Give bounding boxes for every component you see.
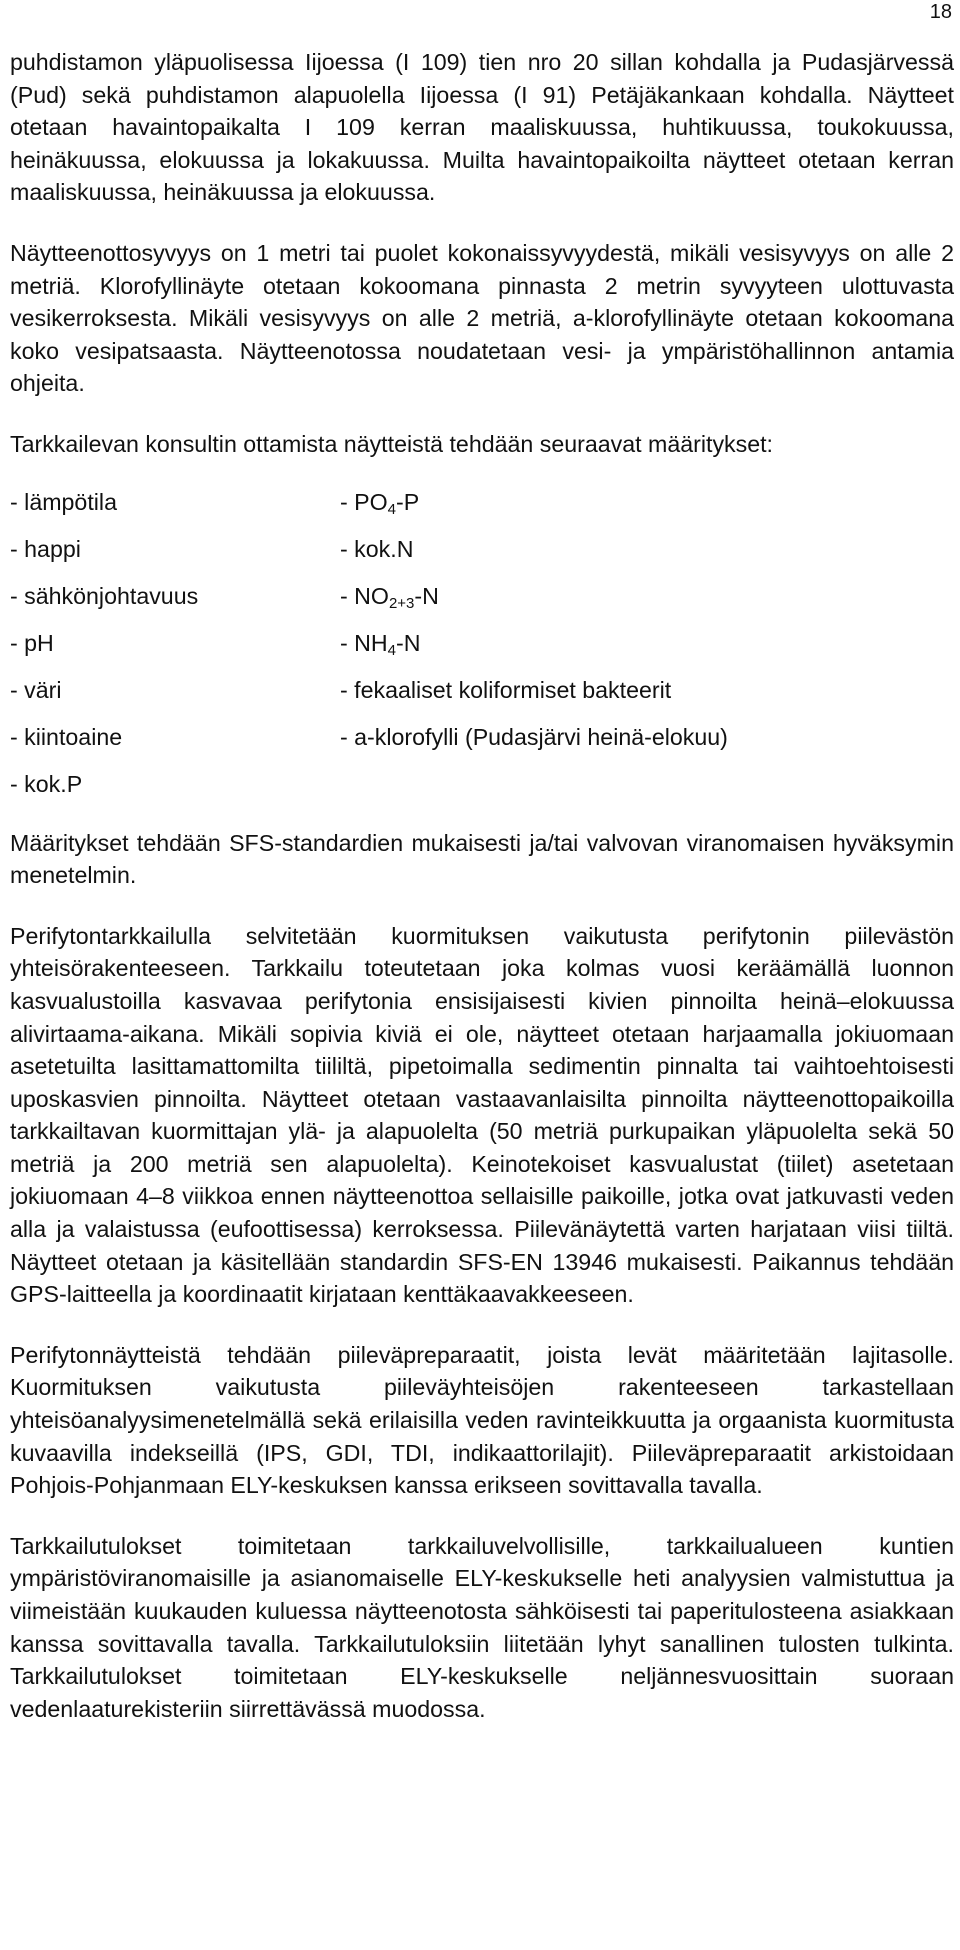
list-item: - kok.P xyxy=(10,770,83,797)
list-item: - sähkönjohtavuus xyxy=(10,582,199,609)
list-item: - $NO_{2+3}-N$ xyxy=(340,582,439,612)
list-item: - happi xyxy=(10,535,81,562)
paragraph-reporting: Tarkkailutulokset toimitetaan tarkkailuvelvollisille, tarkkailualueen kuntien ympäristöviranomaisille ja asianomaiselle ELY-keskukselle heti analyysien valmistuttua ja viimeistään kuukauden kuluessa näytteenotosta sähköisesti tai paperitulosteena asiakkaan kanssa sovittavalla tavalla. Tarkkailutuloksiin liitetään lyhyt sanallinen tulosten tulkinta. Tarkkailutulokset toimitetaan ELY-keskukselle neljännesvuosittain suoraan vedenlaaturekisteriin siirrettävässä muodossa. xyxy=(10,1532,954,1722)
page-number: 18 xyxy=(929,1,952,23)
document-body xyxy=(10,46,954,1753)
paragraph-sampling-depth: Näytteenottosyvyys on 1 metri tai puolet kokonaissyvyydestä, mikäli vesisyvyys on alle 2 metriä. Klorofyllinäyte otetaan kokoomana pinnasta 2 metrin syvyyteen ulottuvasta vesikerroksesta. Mikäli vesisyvyys on alle 2 metriä, a-klorofyllinäyte otetaan kokoomana koko vesipatsaasta. Näytteenotossa noudatetaan vesi- ja ympäristöhallinnon antamia ohjeita. xyxy=(10,239,954,397)
list-item: - a-klorofylli (Pudasjärvi heinä-elokuu) xyxy=(340,723,728,750)
list-item: - kok.N xyxy=(340,535,414,562)
list-item: - lämpötila xyxy=(10,488,117,515)
paragraph-sampling-sites: puhdistamon yläpuolisessa Iijoessa (I 109) tien nro 20 sillan kohdalla ja Pudasjärvessä (Pud) sekä puhdistamon alapuolella Iijoessa (I 91) Petäjäkankaan kohdalla. Näytteet otetaan havaintopaikalta I 109 kerran maaliskuussa, huhtikuussa, toukokuussa, heinäkuussa, elokuussa ja lokakuussa. Muilta havaintopaikoilta näytteet otetaan kerran maaliskuussa, heinäkuussa ja elokuussa. xyxy=(10,49,954,206)
paragraph-standards: Määritykset tehdään SFS-standardien mukaisesti ja/tai valvovan viranomaisen hyväksymin menetelmin. xyxy=(10,829,954,889)
determinations-list xyxy=(10,486,954,801)
list-item: - $PO_4-P$ xyxy=(340,488,420,518)
list-item: - fekaaliset koliformiset bakteerit xyxy=(340,676,672,703)
list-item: - kiintoaine xyxy=(10,723,123,750)
list-item: - $NH_4-N$ xyxy=(340,629,421,659)
paragraph-diatom-analysis: Perifytonnäytteistä tehdään piileväpreparaatit, joista levät määritetään lajitasolle. Kuormituksen vaikutusta piileväyhteisöjen rakenteeseen tarkastellaan yhteisöanalyysimenetelmällä sekä erilaisilla veden ravinteikkuutta ja orgaanista kuormitusta kuvaavilla indekseillä (IPS, GDI, TDI, indikaattorilajit). Piileväpreparaatit arkistoidaan Pohjois-Pohjanmaan ELY-keskuksen kanssa erikseen sovittavalla tavalla. xyxy=(10,1341,954,1499)
paragraph-periphyton: Perifytontarkkailulla selvitetään kuormituksen vaikutusta perifytonin piilevästön yhteisörakenteeseen. Tarkkailu toteutetaan joka kolmas vuosi keräämällä luonnon kasvualustoilla kasvavaa perifytonia ensisijaisesti kivien pinnoilta heinä–elokuussa alivirtaama-aikana. Mikäli sopivia kiviä ei ole, näytteet otetaan harjaamalla jokiuomaan asetetuilta lasittamattomilta tiililtä, pipetoimalla sedimentin pinnalta tai vaihtoehtoisesti uposkasvien pinnoilta. Näytteet otetaan vastaavanlaisilta pinnoilta näytteenottopaikoilla tarkkailtavan kuormittajan ylä- ja alapuolelta (50 metriä purkupaikan yläpuolelta sekä 50 metriä ja 200 metriä sen alapuolelta). Keinotekoiset kasvualustat (tiilet) asetetaan jokiuomaan 4–8 viikkoa ennen näytteenottoa sellaisille paikoille, jotka ovat jatkuvasti veden alla ja valaistussa (eufoottisessa) kerroksessa. Piilevänäytettä varten harjataan viisi tiiltä. Näytteet otetaan ja käsitellään standardin SFS-EN 13946 mukaisesti. Paikannus tehdään GPS-laitteella ja koordinaatit kirjataan kenttäkaavakkeeseen. xyxy=(10,922,954,1308)
paragraph-list-intro: Tarkkailevan konsultin ottamista näytteistä tehdään seuraavat määritykset: xyxy=(10,430,774,457)
list-item-empty xyxy=(340,768,954,801)
list-item: - pH xyxy=(10,629,54,656)
list-item: - väri xyxy=(10,676,62,703)
